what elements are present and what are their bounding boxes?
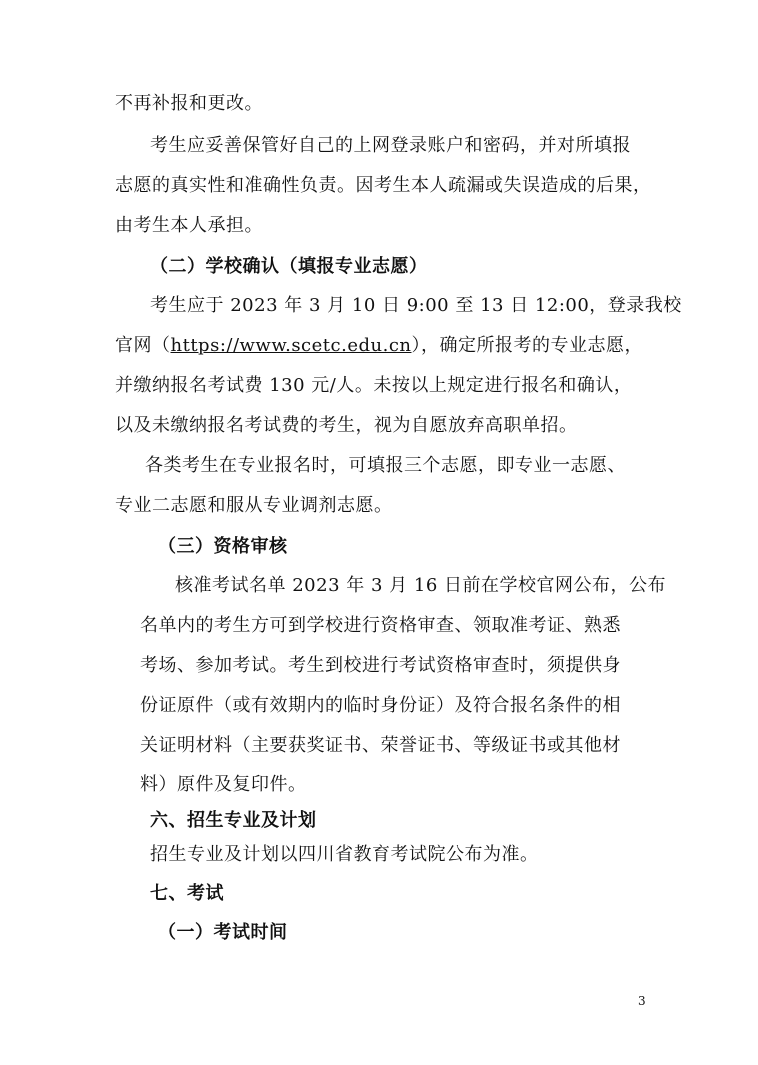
body-text-line: 专业二志愿和服从专业调剂志愿。 <box>115 495 393 516</box>
body-text-line: 考场、参加考试。考生到校进行考试资格审查时，须提供身 <box>140 655 621 676</box>
text-fragment: 官网（ <box>115 335 171 356</box>
body-text-line: 以及未缴纳报名考试费的考生，视为自愿放弃高职单招。 <box>115 415 578 436</box>
body-text-line: 关证明材料（主要获奖证书、荣誉证书、等级证书或其他材 <box>140 735 621 756</box>
school-website-link[interactable]: https://www.scetc.edu.cn <box>170 335 412 356</box>
body-text-line: 核准考试名单 2023 年 3 月 16 日前在学校官网公布，公布 <box>175 575 666 596</box>
page-number: 3 <box>638 994 646 1008</box>
body-text-line: 料）原件及复印件。 <box>140 774 307 795</box>
body-text-line: 考生应于 2023 年 3 月 10 日 9:00 至 13 日 12:00，登录我校 <box>150 295 682 316</box>
body-text-line: 份证原件（或有效期内的临时身份证）及符合报名条件的相 <box>140 695 621 716</box>
body-text-line: 招生专业及计划以四川省教育考试院公布为准。 <box>150 844 539 865</box>
text-fragment: ），确定所报考的专业志愿， <box>411 335 643 356</box>
body-text-line: 由考生本人承担。 <box>115 215 263 236</box>
section-heading-school-confirm: （二）学校确认（填报专业志愿） <box>150 256 428 277</box>
body-text-line: 各类考生在专业报名时，可填报三个志愿，即专业一志愿、 <box>145 455 626 476</box>
subsection-heading-exam-time: （一）考试时间 <box>158 922 288 943</box>
section-heading-six: 六、招生专业及计划 <box>150 810 317 831</box>
section-heading-seven: 七、考试 <box>150 883 224 904</box>
body-text-line: 考生应妥善保管好自己的上网登录账户和密码，并对所填报 <box>150 135 631 156</box>
body-text-line: 志愿的真实性和准确性负责。因考生本人疏漏或失误造成的后果， <box>115 175 652 196</box>
body-text-line: 名单内的考生方可到学校进行资格审查、领取准考证、熟悉 <box>140 615 621 636</box>
body-text-line: 不再补报和更改。 <box>115 93 263 114</box>
body-text-line <box>115 334 643 358</box>
section-heading-qualification: （三）资格审核 <box>158 536 288 557</box>
body-text-line: 并缴纳报名考试费 130 元/人。未按以上规定进行报名和确认， <box>115 375 633 396</box>
